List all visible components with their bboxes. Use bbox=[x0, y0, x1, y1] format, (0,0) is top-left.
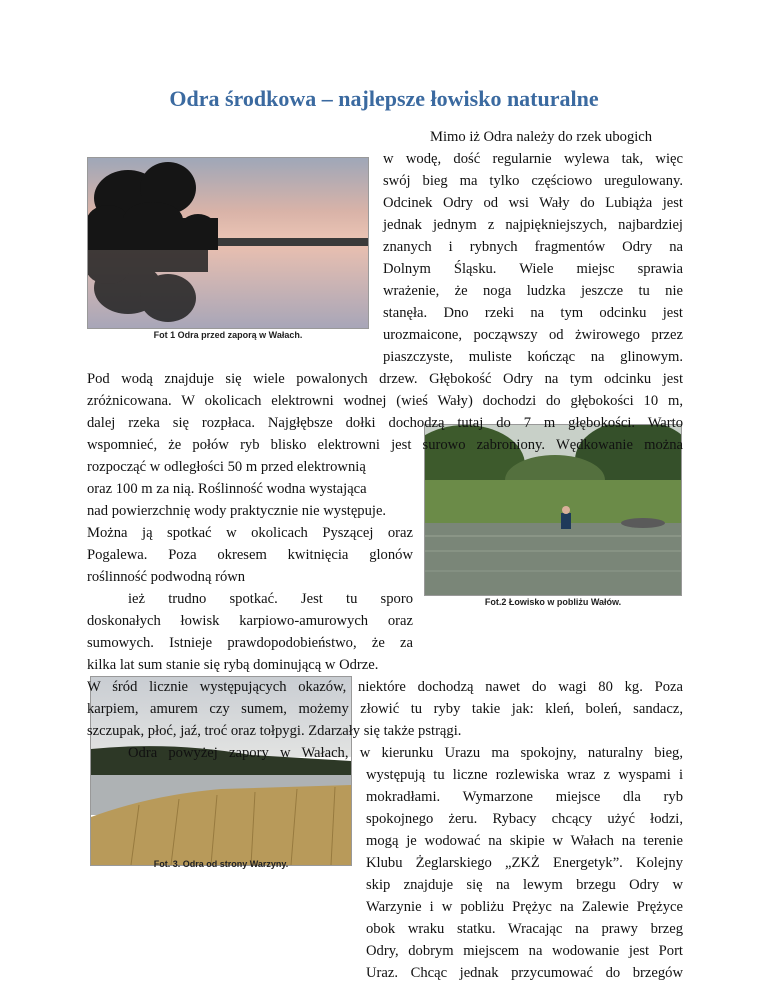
text-line: ież trudno spotkać. Jest tu sporo bbox=[128, 591, 413, 607]
text-line: Klubu Żeglarskiego „ZKŻ Energetyk”. Kolejny bbox=[366, 855, 683, 871]
text-line: spokojnego żeru. Rybacy chcący użyć łodzi, bbox=[366, 811, 683, 827]
text-line: stanęła. Dno rzeki na tym odcinku jest bbox=[383, 305, 683, 321]
text-line: Pod wodą znajduje się wiele powalonych drzew. Głębokość Odry na tym odcinku jest bbox=[87, 371, 683, 387]
text-line: obok wraku statku. Wracając na prawy brzeg bbox=[366, 921, 683, 937]
text-line: w wodę, dość regularnie wylewa tak, więc bbox=[383, 151, 683, 167]
text-line: Można ją spotkać w okolicach Pyszącej oraz bbox=[87, 525, 413, 541]
text-line: szczupak, płoć, jaź, troć oraz tołpygi. Zdarzały się także pstrągi. bbox=[87, 723, 462, 739]
text-line: Dolnym Śląsku. Wiele miejsc sprawia bbox=[383, 261, 683, 277]
text-line: znanych i rybnych fragmentów Odry na bbox=[383, 239, 683, 255]
text-line: dalej rzeka się rozpłaca. Najgłębsze dołki dochodzą tutaj do 7 m głębokości. Warto bbox=[87, 415, 683, 431]
text-line: Warzynie i w pobliżu Prężyc na Zalewie Prężyce bbox=[366, 899, 683, 915]
text-line: sumowych. Istnieje prawdopodobieństwo, że za bbox=[87, 635, 413, 651]
text-line: mogą je wodować na skipie w Wałach na terenie bbox=[366, 833, 683, 849]
text-line: Odra powyżej zapory w Wałach, w kierunku Urazu ma spokojny, naturalny bieg, bbox=[128, 745, 683, 761]
figure-caption: Fot.2 Łowisko w pobliżu Wałów. bbox=[484, 597, 622, 607]
text-line: jednak jednym z najpiękniejszych, najbardziej bbox=[383, 217, 683, 233]
text-line: kilka lat sum stanie się rybą dominującą w Odrze. bbox=[87, 657, 379, 673]
text-line: roślinność podwodną równ bbox=[87, 569, 246, 585]
text-line: piaszczyste, muliste kończąc na glinowym. bbox=[383, 349, 683, 365]
text-line: karpiem, amurem czy sumem, możemy złowić tu ryby takie jak: kleń, boleń, sandacz, bbox=[87, 701, 683, 717]
figure-caption: Fot 1 Odra przed zaporą w Wałach. bbox=[153, 330, 303, 340]
text-line: skip znajduje się na lewym brzegu Odry w bbox=[366, 877, 683, 893]
text-line: swój bieg ma tylko częściowo uregulowany. bbox=[383, 173, 683, 189]
text-line: Mimo iż Odra należy do rzek ubogich bbox=[430, 129, 653, 145]
text-line: rozpocząć w odległości 50 m przed elektrownią bbox=[87, 459, 366, 475]
page-title: Odra środkowa – najlepsze łowisko naturalne bbox=[169, 86, 599, 111]
text-line: nad powierzchnię wody praktycznie nie występuje. bbox=[87, 503, 387, 519]
text-line: mokradłami. Wymarzone miejsce dla ryb bbox=[366, 789, 683, 805]
figure-caption: Fot. 3. Odra od strony Warzyny. bbox=[153, 859, 289, 869]
text-line: Odry, dobrym miejscem na wodowanie jest Port bbox=[366, 943, 683, 959]
text-line: występują tu liczne rozlewiska wraz z wyspami i bbox=[366, 767, 683, 783]
text-line: W śród licznie występujących okazów, niektóre dochodzą nawet do wagi 80 kg. Poza bbox=[87, 679, 683, 695]
text-line: Pogalewa. Poza okresem kwitnięcia glonów bbox=[87, 547, 413, 563]
text-line: Uraz. Chcąc jednak przycumować do brzegów bbox=[366, 965, 683, 981]
text-line: zróżnicowana. W okolicach elektrowni wodnej (wieś Wały) dochodzi do głębokości 10 m, bbox=[87, 393, 683, 409]
text-line: doskonałych łowisk karpiowo-amurowych oraz bbox=[87, 613, 413, 629]
text-line: urozmaicone, począwszy od żwirowego przez bbox=[383, 327, 683, 343]
sunset-trees-image bbox=[88, 158, 368, 328]
text-line: oraz 100 m za nią. Roślinność wodna wystająca bbox=[87, 481, 367, 497]
text-line: wrażenie, że noga ludzka jeszcze tu nie bbox=[383, 283, 683, 299]
text-line: Odcinek Odry od wsi Wały do Lubiąża jest bbox=[383, 195, 683, 211]
photo-odra-dam bbox=[87, 157, 369, 329]
text-line: wspomnieć, że połów ryb blisko elektrowni jest surowo zabroniony. Wędkowanie można bbox=[87, 437, 683, 453]
